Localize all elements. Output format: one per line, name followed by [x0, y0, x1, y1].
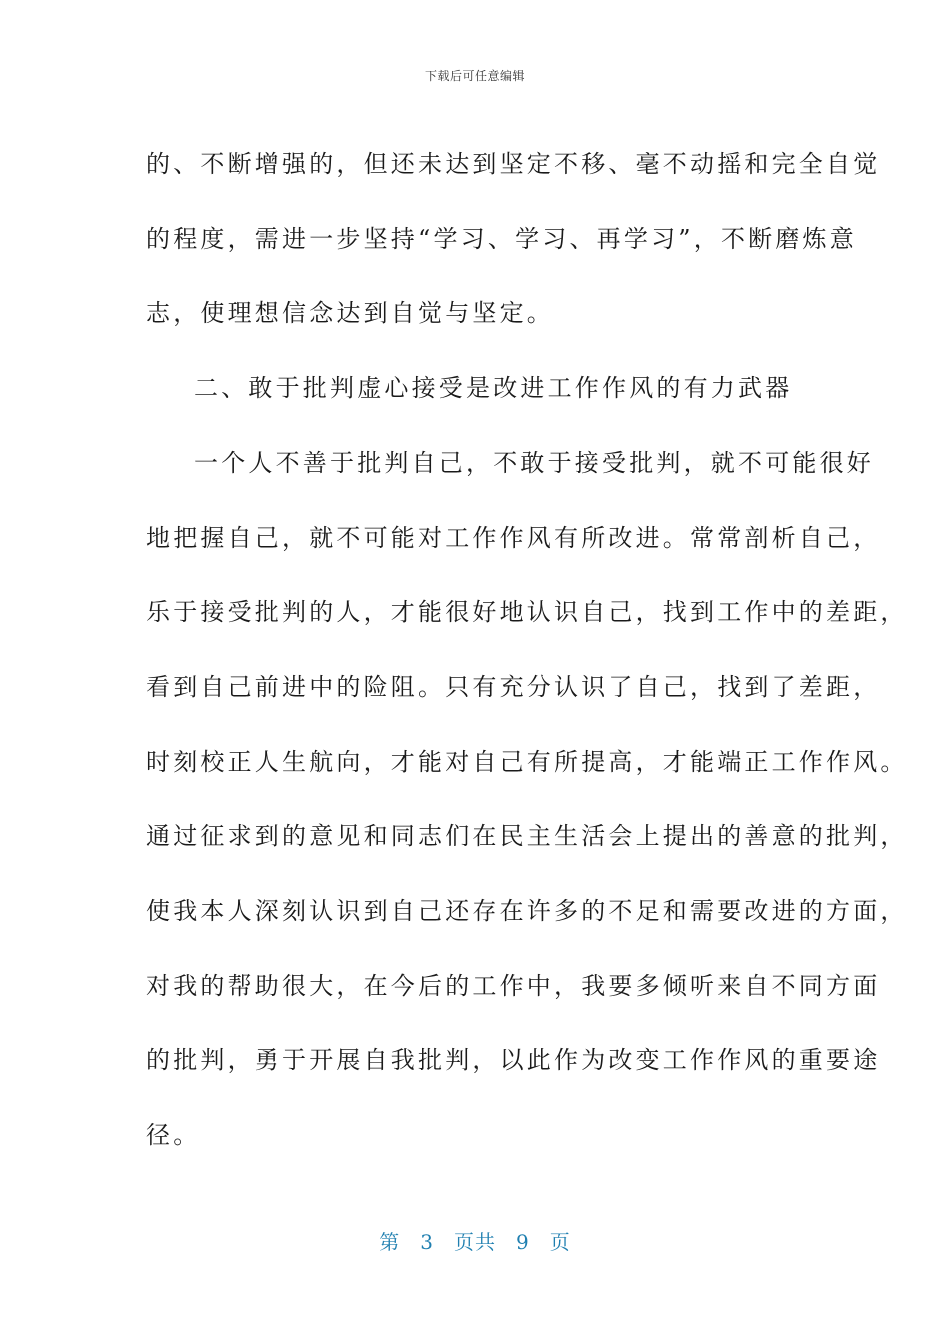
- header-note: 下载后可任意编辑: [424, 69, 525, 83]
- footer-label-ye-gong: 页共: [454, 1230, 496, 1254]
- text-line: 一个人不善于批判自己，不敢于接受批判，就不可能很好: [194, 448, 874, 477]
- document-body: [146, 127, 908, 1173]
- footer-label-di: 第: [379, 1230, 401, 1254]
- text-line: 的、不断增强的，但还未达到坚定不移、毫不动摇和完全自觉: [146, 150, 881, 178]
- text-line: 乐于接受批判的人，才能很好地认识自己，找到工作中的差距，: [146, 598, 908, 627]
- text-line: 看到自己前进中的险阻。只有充分认识了自己，找到了差距，: [146, 672, 881, 701]
- text-line: 时刻校正人生航向，才能对自己有所提高，才能端正工作作风。: [146, 747, 908, 776]
- text-line: 志，使理想信念达到自觉与坚定。: [146, 299, 554, 328]
- text-line: 对我的帮助很大，在今后的工作中，我要多倾听来自不同方面: [146, 971, 881, 1000]
- text-line: 地把握自己，就不可能对工作作风有所改进。常常剖析自己，: [146, 523, 881, 552]
- section-heading: 二、敢于批判虚心接受是改进工作作风的有力武器: [194, 374, 793, 403]
- text-line: 径。: [146, 1121, 201, 1150]
- total-page-number: 9: [516, 1230, 530, 1254]
- text-line: 通过征求到的意见和同志们在民主生活会上提出的善意的批判，: [146, 822, 908, 851]
- current-page-number: 3: [420, 1230, 434, 1254]
- page-footer: [0, 1226, 950, 1255]
- text-line: 使我本人深刻认识到自己还存在许多的不足和需要改进的方面，: [146, 897, 908, 926]
- footer-label-ye: 页: [549, 1230, 571, 1254]
- text-line: 的批判，勇于开展自我批判，以此作为改变工作作风的重要途: [146, 1046, 881, 1075]
- text-line: 的程度，需进一步坚持“学习、学习、再学习”，不断磨炼意: [146, 224, 857, 253]
